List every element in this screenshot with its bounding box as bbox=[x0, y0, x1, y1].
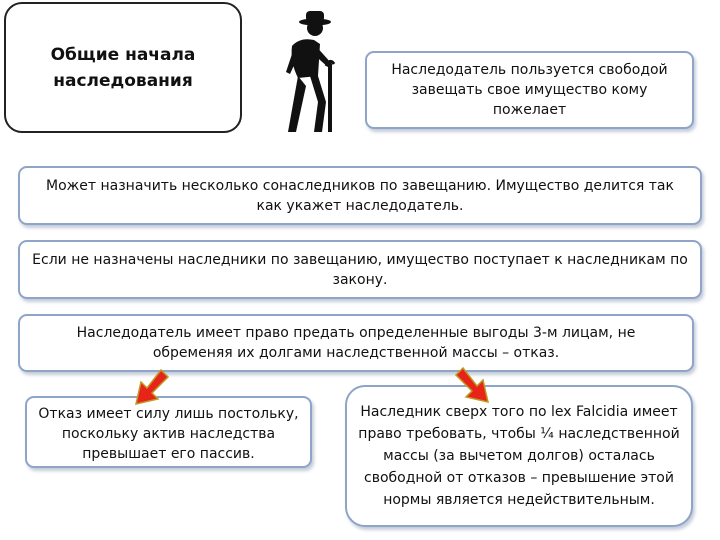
co-heirs-box bbox=[18, 166, 702, 225]
heirs-by-law-box bbox=[18, 240, 702, 299]
legacy-text: Наследодатель имеет право предать определенные выгоды 3-м лицам, не обременяя их долгами наследственной массы – отказ. bbox=[76, 325, 636, 361]
legacy-box bbox=[18, 314, 694, 372]
red-arrow-icon bbox=[452, 364, 496, 408]
freedom-of-testament-box bbox=[365, 51, 694, 129]
heirs-by-law-text: Если не назначены наследники по завещанию, имущество поступает к наследникам по закону. bbox=[32, 251, 688, 288]
co-heirs-text: Может назначить несколько сонаследников по завещанию. Имущество делится так как укажет наследодатель. bbox=[46, 177, 674, 214]
red-arrow-icon bbox=[128, 366, 172, 410]
title-text: Общие начала наследования bbox=[50, 44, 196, 91]
title-box bbox=[4, 2, 242, 133]
legacy-validity-text: Отказ имеет силу лишь постольку, поскольку актив наследства превышает его пассив. bbox=[38, 406, 299, 462]
elderly-person-with-cane-icon bbox=[262, 6, 348, 134]
freedom-of-testament-text: Наследодатель пользуется свободой завещать свое имущество кому пожелает bbox=[391, 62, 668, 118]
lex-falcidia-text: Наследник сверх того по lex Falcidia имеет право требовать, чтобы ¼ наследственной массы (за вычетом долгов) осталась свободной от отказов – превышение этой нормы является недействительным. bbox=[358, 404, 680, 508]
lex-falcidia-box bbox=[345, 385, 693, 527]
